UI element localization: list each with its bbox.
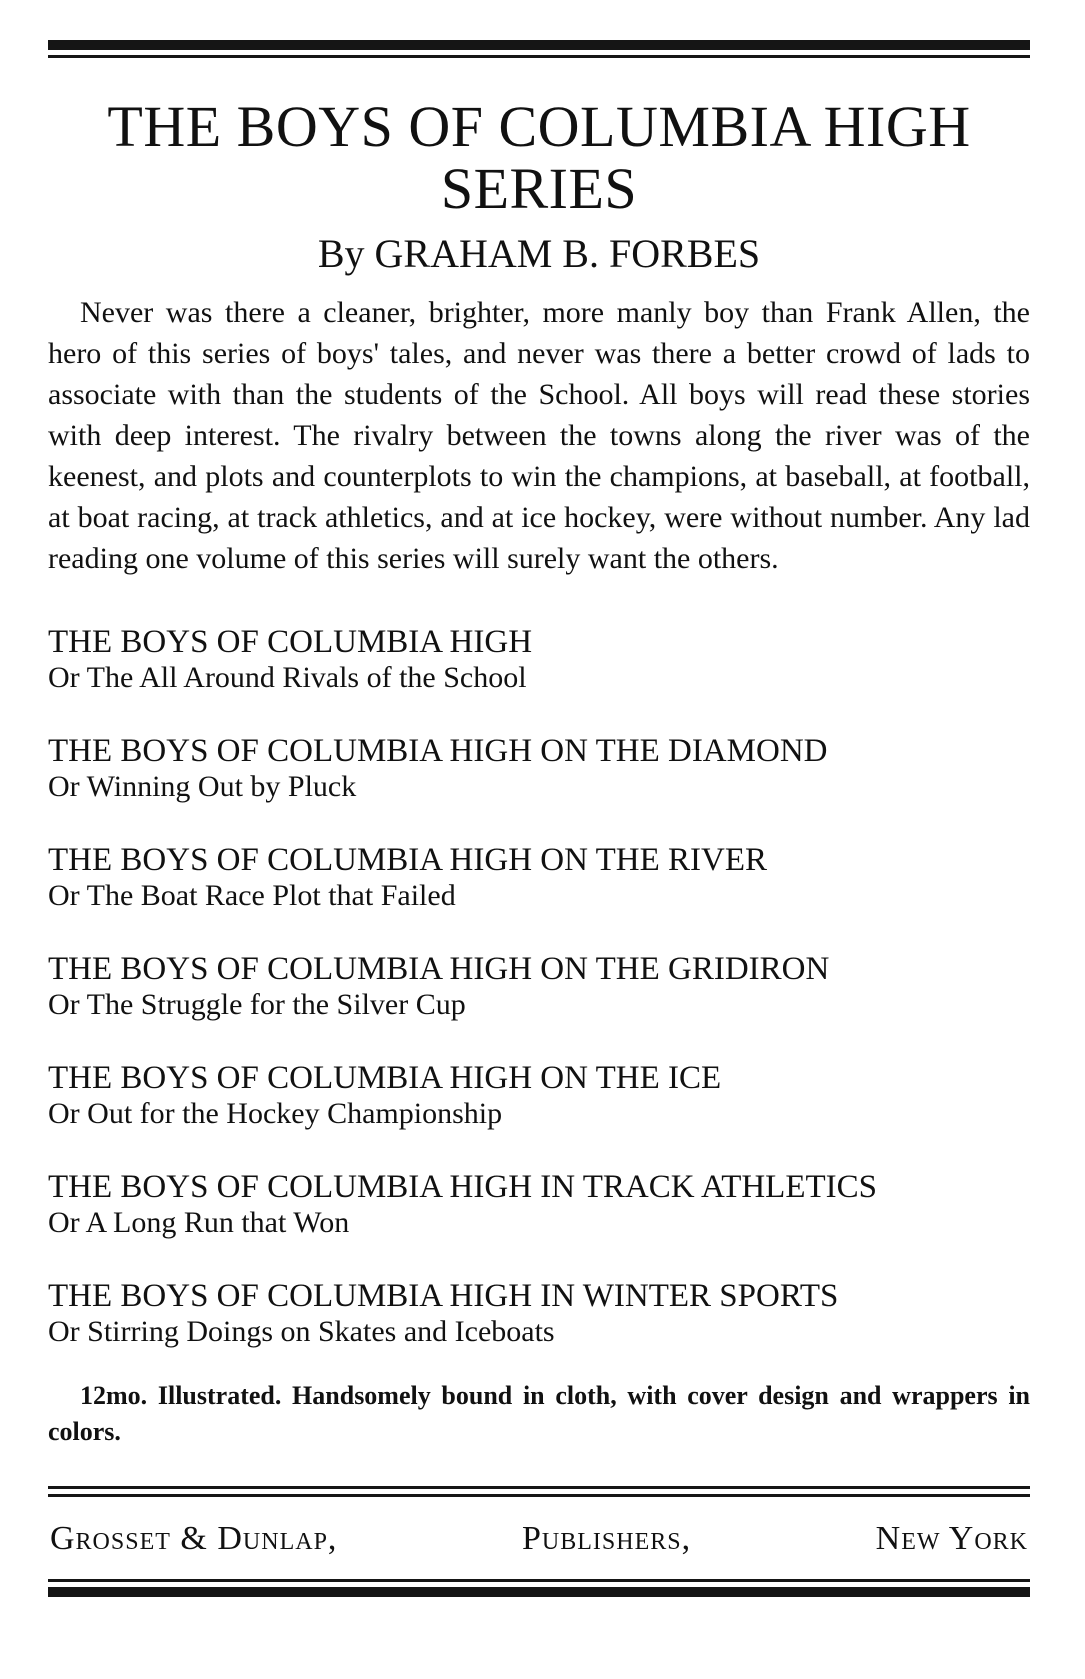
book-subtitle: Or A Long Run that Won <box>48 1206 350 1239</box>
series-description: Never was there a cleaner, brighter, more manly boy than Frank Allen, the hero of this series of boys' tales, and never was there a better crowd of lads to associate with than the students of the School. All boys will read these stories with deep interest. The rivalry between the towns along the river was of the keenest, and plots and counterplots to win the champions, at baseball, at football, at boat racing, at track athletics, and at ice hockey, were without number. Any lad reading one volume of this series will surely want the others. <box>48 296 1030 575</box>
book-title: THE BOYS OF COLUMBIA HIGH IN TRACK ATHLETICS <box>48 1169 878 1205</box>
book-list <box>48 623 1030 1349</box>
book-title: THE BOYS OF COLUMBIA HIGH ON THE DIAMOND <box>48 733 828 769</box>
book-title: THE BOYS OF COLUMBIA HIGH ON THE RIVER <box>48 842 767 878</box>
publisher-name: Grosset & Dunlap, <box>50 1520 338 1557</box>
book-title: THE BOYS OF COLUMBIA HIGH ON THE ICE <box>48 1060 722 1096</box>
author-line: By GRAHAM B. FORBES <box>317 231 761 276</box>
series-title <box>48 96 1030 220</box>
book-subtitle: Or The Struggle for the Silver Cup <box>48 988 466 1021</box>
series-title-line2: SERIES <box>440 156 638 221</box>
book-subtitle: Or The All Around Rivals of the School <box>48 661 527 694</box>
publisher-role: Publishers, <box>521 1520 692 1557</box>
top-rule-thick <box>48 40 1030 50</box>
bottom-rule-thick <box>48 1587 1030 1597</box>
book-entry <box>48 950 1030 1022</box>
book-entry <box>48 623 1030 695</box>
series-title-line1: THE BOYS OF COLUMBIA HIGH <box>107 94 971 159</box>
advertisement-page <box>48 40 1030 1597</box>
book-entry <box>48 1059 1030 1131</box>
book-entry <box>48 841 1030 913</box>
book-subtitle: Or Stirring Doings on Skates and Iceboats <box>48 1315 555 1348</box>
footer-rules <box>48 1486 1030 1497</box>
book-entry <box>48 1277 1030 1349</box>
book-entry <box>48 1168 1030 1240</box>
top-rule-thin <box>48 55 1030 58</box>
book-subtitle: Or Out for the Hockey Championship <box>48 1097 503 1130</box>
book-title: THE BOYS OF COLUMBIA HIGH <box>48 624 533 660</box>
book-entry <box>48 732 1030 804</box>
format-note: 12mo. Illustrated. Handsomely bound in cloth, with cover design and wrappers in colors. <box>48 1381 1030 1446</box>
publisher-city: New York <box>875 1520 1028 1557</box>
book-title: THE BOYS OF COLUMBIA HIGH ON THE GRIDIRON <box>48 951 830 987</box>
book-subtitle: Or Winning Out by Pluck <box>48 770 357 803</box>
publisher-line <box>48 1497 1030 1579</box>
book-title: THE BOYS OF COLUMBIA HIGH IN WINTER SPORTS <box>48 1278 839 1314</box>
book-subtitle: Or The Boat Race Plot that Failed <box>48 879 456 912</box>
